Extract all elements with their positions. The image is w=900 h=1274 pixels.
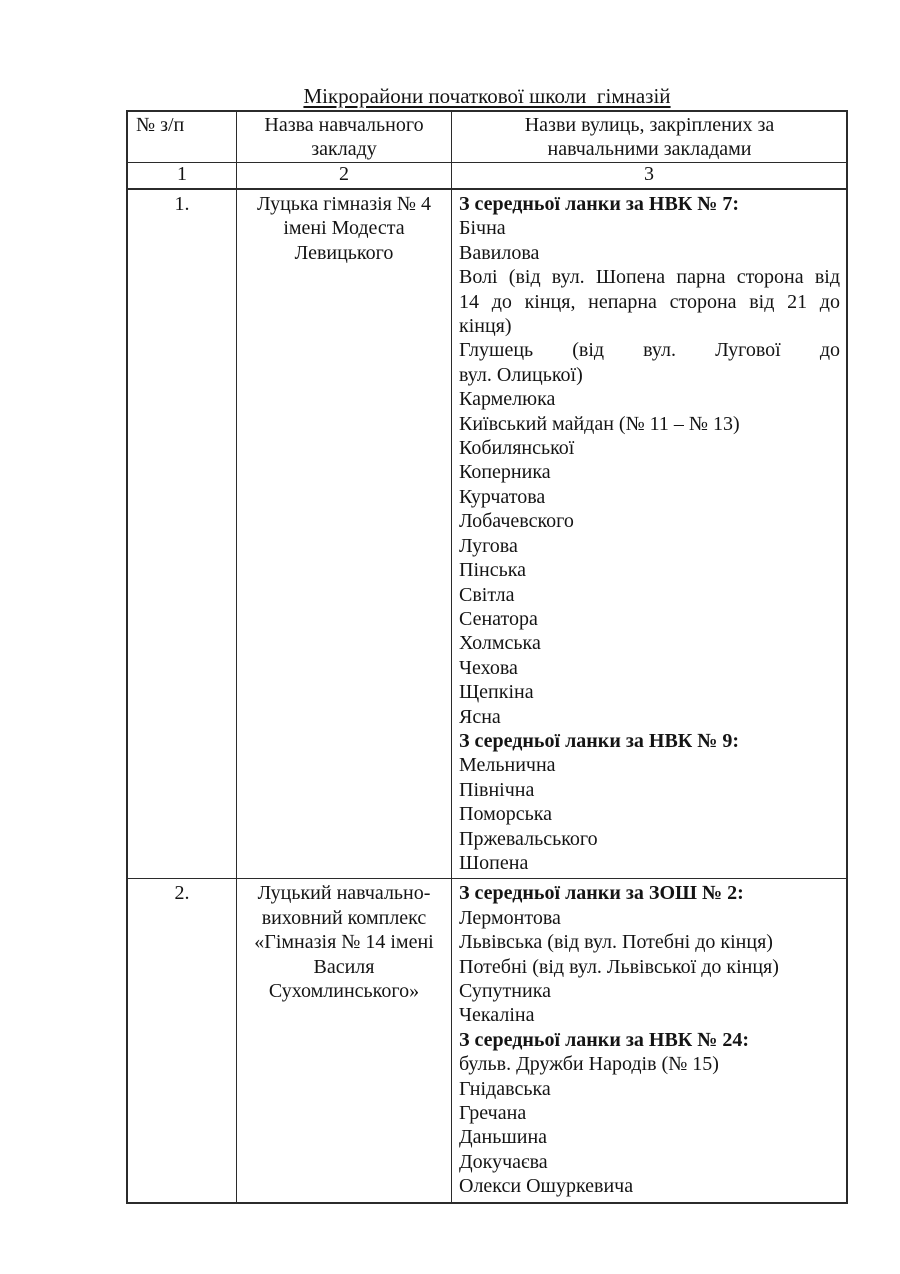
header-cell-number <box>128 112 237 162</box>
street-entry: Лобачевского <box>459 510 574 533</box>
street-entry: Щепкіна <box>459 681 534 704</box>
section-heading: З середньої ланки за НВК № 9: <box>459 729 740 752</box>
street-entry: Київський майдан (№ 11 – № 13) <box>459 412 740 435</box>
school-name-line: Луцька гімназія № 4 <box>257 193 431 215</box>
street-entry: Поморська <box>459 803 553 826</box>
street-entry <box>459 338 840 387</box>
street-entry: Коперника <box>459 461 551 484</box>
street-entry <box>459 265 840 338</box>
table-row <box>128 879 846 1201</box>
street-entry: Сенатора <box>459 607 538 630</box>
header-school-line: Назва навчального <box>264 114 424 136</box>
street-entry: Кобилянської <box>459 437 575 460</box>
street-entry: Потебні (від вул. Львівської до кінця) <box>459 955 779 978</box>
street-entry: Холмська <box>459 632 541 655</box>
streets-cell <box>452 879 846 1201</box>
street-entry-line: вул. Олицької) <box>459 363 583 386</box>
header-cell-streets <box>452 112 846 162</box>
row-number: 2. <box>174 882 190 905</box>
row-number-cell <box>128 190 237 878</box>
header-streets-line: навчальними закладами <box>547 138 752 161</box>
street-entry: Даньшина <box>459 1126 548 1149</box>
street-entry: Чехова <box>459 656 518 679</box>
school-name-line: Луцький навчально- <box>257 882 431 905</box>
school-name-line: виховний комплекс <box>261 906 427 929</box>
street-entry: Докучаєва <box>459 1150 548 1173</box>
header-cell-school <box>237 112 452 162</box>
street-entry: Пінська <box>459 559 526 582</box>
school-name-line: «Гімназія № 14 імені <box>254 931 434 954</box>
street-entry: Олекси Ошуркевича <box>459 1175 634 1198</box>
street-entry: Світла <box>459 583 515 606</box>
school-name-line: Левицького <box>294 241 394 264</box>
street-entry: Мельнична <box>459 754 556 777</box>
street-entry: Лермонтова <box>459 906 561 929</box>
school-name-cell <box>237 879 452 1201</box>
school-name-line: Сухомлинського» <box>268 980 420 1002</box>
schools-table <box>126 110 848 1204</box>
column-index-1: 1 <box>128 163 237 188</box>
street-entry-line: Глушець (від вул. Лугової до <box>459 339 840 362</box>
street-entry: Гречана <box>459 1102 527 1125</box>
header-row <box>128 112 846 163</box>
header-school-line: закладу <box>311 138 377 161</box>
section-heading: З середньої ланки за НВК № 7: <box>459 193 740 215</box>
section-heading: З середньої ланки за ЗОШ № 2: <box>459 882 744 905</box>
header-number-label: № з/п <box>136 114 185 136</box>
street-entry-line: 14 до кінця, непарна сторона від 21 до <box>459 290 840 313</box>
street-entry: Чекаліна <box>459 1004 535 1027</box>
street-entry: Курчатова <box>459 485 546 508</box>
street-entry: Лугова <box>459 534 518 557</box>
street-entry: Вавилова <box>459 241 540 264</box>
street-entry: Супутника <box>459 980 551 1002</box>
street-entry: бульв. Дружби Народів (№ 15) <box>459 1053 719 1076</box>
street-entry: Бічна <box>459 217 506 240</box>
street-entry: Пржевальського <box>459 827 598 850</box>
row-number: 1. <box>174 193 190 215</box>
page-title: Мікрорайони початкової школи гімназій <box>303 84 671 108</box>
header-streets-line: Назви вулиць, закріплених за <box>524 114 775 136</box>
street-entry: Ясна <box>459 705 501 728</box>
street-entry: Шопена <box>459 851 529 874</box>
street-entry: Гнідавська <box>459 1077 551 1100</box>
school-name-line: Василя <box>313 955 375 978</box>
column-index-3: 3 <box>644 163 654 185</box>
section-heading: З середньої ланки за НВК № 24: <box>459 1028 750 1051</box>
school-name-cell <box>237 190 452 878</box>
street-entry: Львівська (від вул. Потебні до кінця) <box>459 931 773 954</box>
street-entry-line: Волі (від вул. Шопена парна сторона від <box>459 266 840 289</box>
column-index-2: 2 <box>237 163 452 188</box>
street-entry: Північна <box>459 778 535 801</box>
street-entry: Кармелюка <box>459 388 556 411</box>
streets-cell <box>452 190 846 878</box>
street-entry-line: кінця) <box>459 315 512 338</box>
row-number-cell <box>128 879 237 1201</box>
column-index-row <box>128 163 846 190</box>
table-row <box>128 190 846 879</box>
school-name-line: імені Модеста <box>283 217 405 240</box>
